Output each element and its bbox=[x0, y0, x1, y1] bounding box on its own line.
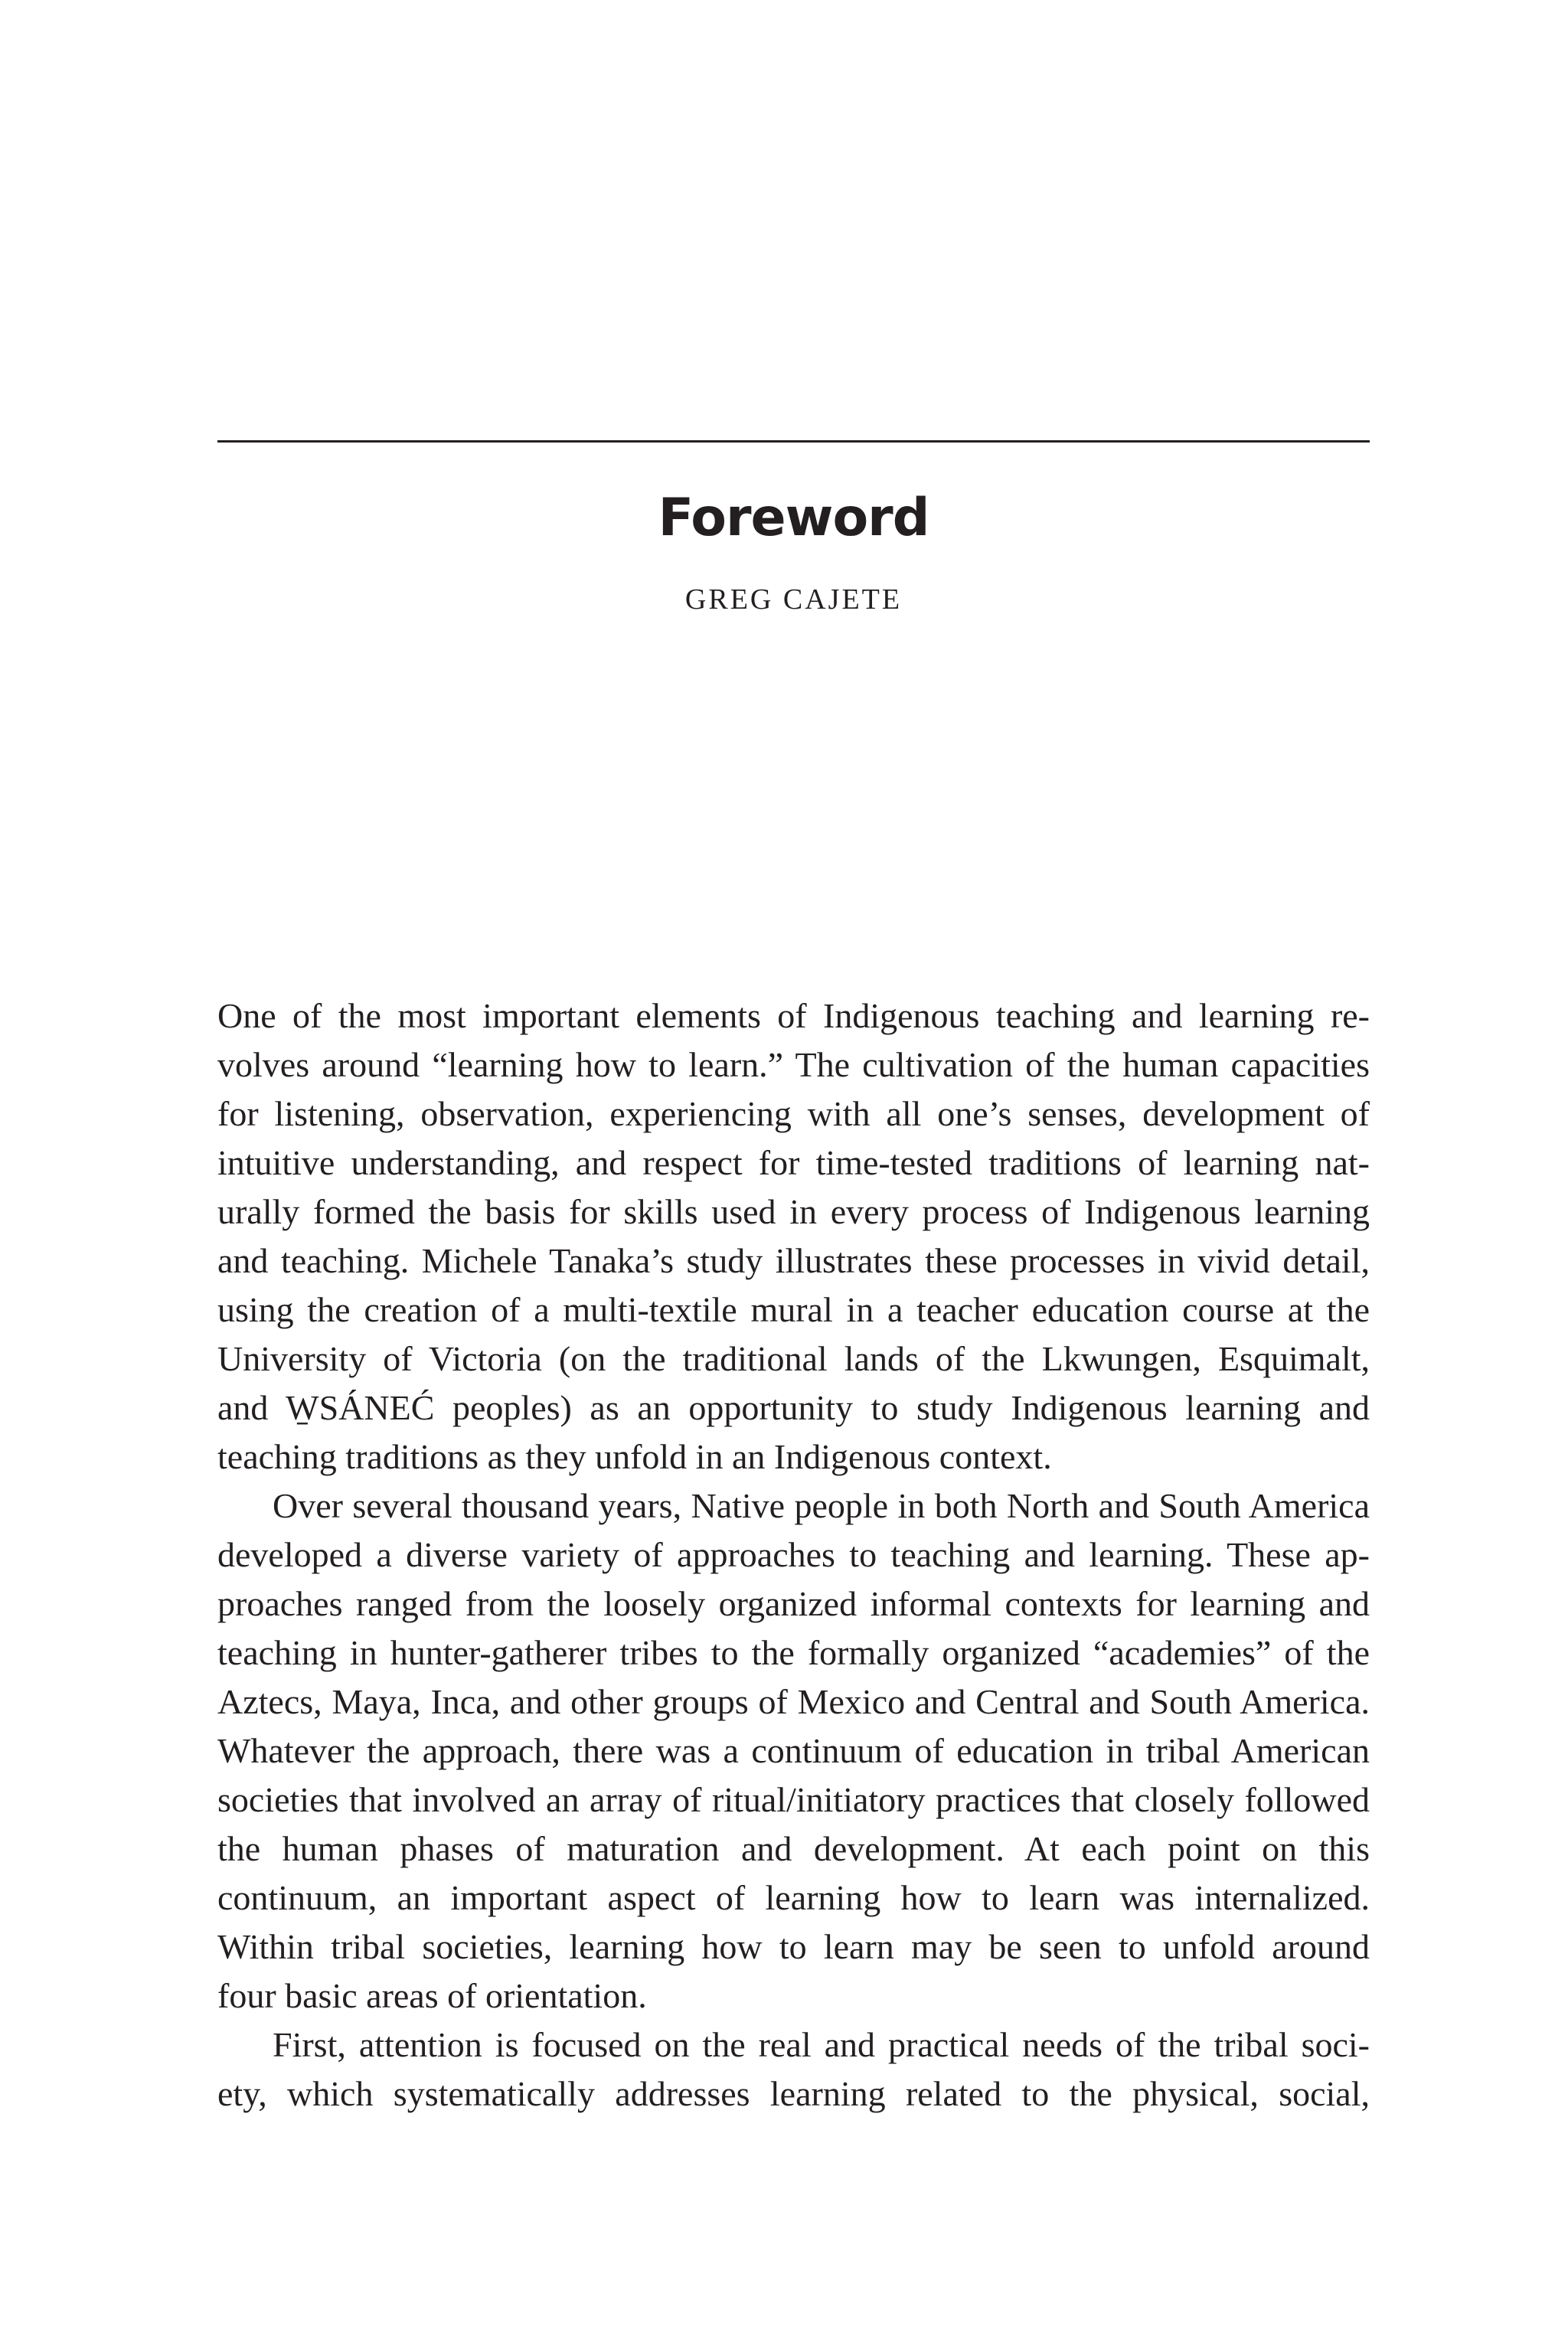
text-line: and teaching. Michele Tanaka’s study illustrates these processes in vivid detail, bbox=[217, 1241, 1370, 1280]
text-line: proaches ranged from the loosely organized informal contexts for learning and bbox=[217, 1584, 1370, 1623]
body-text bbox=[217, 991, 1370, 2118]
paragraph-2 bbox=[217, 1481, 1370, 2020]
text-line: University of Victoria (on the traditional lands of the Lkwungen, Esquimalt, bbox=[217, 1339, 1370, 1378]
text-line: ety, which systematically addresses learning related to the physical, social, bbox=[217, 2074, 1370, 2113]
text-line: four basic areas of orientation. bbox=[217, 1976, 647, 2015]
text-line: societies that involved an array of ritual/initiatory practices that closely followed bbox=[217, 1780, 1370, 1819]
text-line: Aztecs, Maya, Inca, and other groups of Mexico and Central and South America. bbox=[217, 1682, 1370, 1721]
text-line: intuitive understanding, and respect for time-tested traditions of learning nat- bbox=[217, 1143, 1370, 1182]
text-line: teaching in hunter-gatherer tribes to the formally organized “academies” of the bbox=[217, 1633, 1370, 1672]
text-line: One of the most important elements of Indigenous teaching and learning re- bbox=[217, 996, 1370, 1035]
text-line: volves around “learning how to learn.” The cultivation of the human capacities bbox=[217, 1045, 1370, 1084]
paragraph-1 bbox=[217, 991, 1370, 1481]
text-line: Within tribal societies, learning how to learn may be seen to unfold around bbox=[217, 1927, 1370, 1966]
text-line: urally formed the basis for skills used in every process of Indigenous learning bbox=[217, 1192, 1370, 1231]
paragraph-3 bbox=[217, 2020, 1370, 2118]
text-line: Over several thousand years, Native people in both North and South America bbox=[273, 1486, 1370, 1525]
text-line: using the creation of a multi-textile mural in a teacher education course at the bbox=[217, 1290, 1370, 1329]
text-line: teaching traditions as they unfold in an Indigenous context. bbox=[217, 1437, 1052, 1476]
text-line: the human phases of maturation and development. At each point on this bbox=[217, 1829, 1370, 1868]
text-line: developed a diverse variety of approaches to teaching and learning. These ap- bbox=[217, 1535, 1370, 1574]
text-line: and W̱SÁNEĆ peoples) as an opportunity to study Indigenous learning and bbox=[217, 1388, 1370, 1427]
text-line: continuum, an important aspect of learning how to learn was internalized. bbox=[217, 1878, 1370, 1917]
text-line: Whatever the approach, there was a continuum of education in tribal American bbox=[217, 1731, 1370, 1770]
chapter-author: GREG CAJETE bbox=[684, 583, 903, 616]
chapter-title: Foreword bbox=[658, 488, 929, 548]
text-line: First, attention is focused on the real and practical needs of the tribal soci- bbox=[273, 2025, 1370, 2064]
text-line: for listening, observation, experiencing with all one’s senses, development of bbox=[217, 1094, 1370, 1133]
chapter-top-rule bbox=[217, 440, 1370, 443]
